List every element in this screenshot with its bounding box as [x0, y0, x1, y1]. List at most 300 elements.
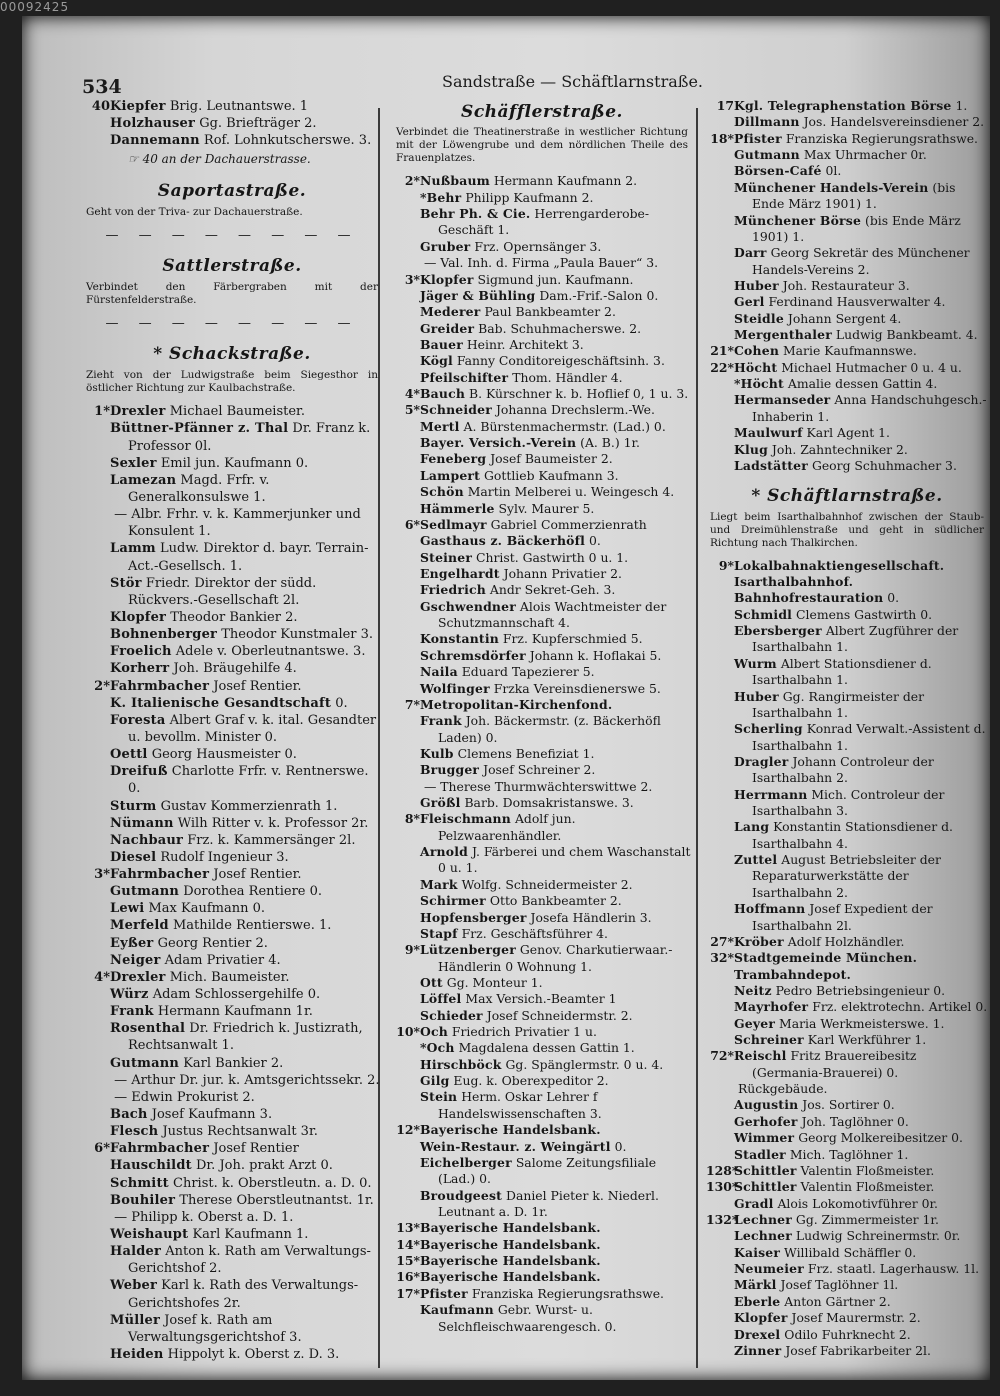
directory-entry	[706, 458, 988, 474]
directory-entry	[82, 1346, 382, 1363]
dash-separator: — — — — — — — —	[105, 227, 359, 243]
resident-details: Marie Kaufmannswe.	[782, 343, 917, 359]
directory-entry	[706, 1097, 988, 1113]
street-description: Liegt beim Isarthalbahnhof zwischen der Staub- und Dreimühlenstraße und geht in südlicher Richtung nach Thalkirchen.	[710, 510, 984, 549]
resident-name: Müller	[110, 1312, 161, 1328]
resident-name: Ebersberger	[734, 623, 822, 639]
resident-name: Nachbaur	[110, 832, 184, 848]
directory-entry	[82, 969, 382, 986]
directory-entry	[706, 1147, 988, 1163]
house-number: 7*	[404, 696, 420, 712]
house-number: 9*	[718, 557, 734, 573]
directory-entry	[706, 425, 988, 441]
resident-name: Sturm	[110, 798, 157, 814]
directory-entry	[706, 213, 988, 246]
resident-details: Heinr. Architekt 3.	[466, 336, 584, 352]
column-left	[82, 98, 382, 1363]
resident-details: Karl k. Rath des Verwaltungs-Gerichtshofes 2r.	[128, 1278, 359, 1311]
directory-entry	[82, 712, 382, 746]
resident-details: Friedr. Direktor der südd. Rückvers.-Gesellschaft 2l.	[128, 575, 317, 608]
directory-entry	[82, 1072, 382, 1089]
resident-name: Friedrich	[420, 582, 486, 598]
resident-details: Otto Bankbeamter 2.	[489, 893, 622, 909]
resident-name: Märkl	[734, 1277, 777, 1293]
house-number: 132*	[706, 1212, 739, 1227]
resident-details: Georg Schuhmacher 3.	[811, 457, 957, 473]
resident-details: Georg Hausmeister 0.	[151, 747, 297, 763]
resident-name: Gerl	[734, 294, 765, 310]
resident-name: Gutmann	[110, 884, 180, 900]
address-note: ☞ 40 an der Dachauerstrasse.	[128, 152, 311, 167]
directory-entry	[392, 419, 692, 435]
directory-entry	[392, 321, 692, 337]
resident-name: Kögl	[420, 353, 453, 369]
directory-entry	[392, 811, 692, 844]
directory-entry	[392, 533, 692, 549]
resident-name: Bauch	[420, 386, 466, 402]
resident-name: Reischl	[734, 1048, 787, 1064]
resident-name: Eichelberger	[420, 1154, 512, 1170]
resident-name: Stadtgemeinde München.	[734, 950, 918, 966]
resident-name: Herrmann	[734, 786, 808, 802]
resident-name: Kröber	[734, 933, 784, 949]
directory-entry	[82, 746, 382, 763]
resident-name: Hermanseder	[734, 392, 831, 408]
resident-details: Joh. Taglöhner 0.	[801, 1113, 909, 1129]
resident-details: 0.	[589, 533, 601, 549]
directory-entry	[706, 131, 988, 147]
resident-name: Neiger	[110, 952, 161, 968]
resident-name: Sexler	[110, 455, 157, 471]
resident-details: Karl Bankier 2.	[183, 1055, 284, 1071]
directory-entry	[706, 967, 988, 983]
resident-name: Huber	[734, 688, 779, 704]
resident-details: Philipp Kaufmann 2.	[465, 189, 594, 205]
directory-entry	[392, 272, 692, 288]
resident-details: Gottlieb Kaufmann 3.	[484, 467, 619, 483]
resident-name: Pfister	[420, 1285, 468, 1301]
house-number: 10*	[396, 1024, 420, 1040]
resident-details: Johann k. Hoflakai 5.	[529, 647, 662, 663]
resident-name: Lewi	[110, 901, 145, 917]
house-number: 5*	[404, 402, 420, 418]
resident-name: Holzhauser	[110, 116, 196, 132]
resident-name: Stapf	[420, 925, 458, 941]
resident-name: Lamm	[110, 541, 156, 557]
resident-name: Kaufmann	[420, 1302, 494, 1318]
house-number: 3*	[94, 867, 110, 883]
schaeffler-entries	[392, 173, 692, 1335]
directory-entry	[82, 643, 382, 660]
house-number: 22*	[710, 359, 734, 375]
directory-entry	[392, 762, 692, 778]
resident-name: Zinner	[734, 1342, 782, 1358]
resident-name: Hauschildt	[110, 1158, 192, 1174]
resident-name: Dannemann	[110, 133, 200, 149]
directory-entry	[392, 484, 692, 500]
resident-name: Eberle	[734, 1293, 781, 1309]
directory-entry	[706, 852, 988, 901]
resident-details: Josef Rentier	[213, 1141, 299, 1157]
schaeffler-continued	[706, 98, 988, 474]
resident-details: Willibald Schäffler 0.	[784, 1244, 917, 1260]
directory-entry	[392, 255, 692, 271]
resident-details: Amalie dessen Gattin 4.	[787, 376, 938, 392]
dash-separator: — — — — — — — —	[105, 315, 359, 331]
resident-name: Froelich	[110, 644, 172, 660]
resident-name: Lampert	[420, 467, 481, 483]
directory-entry	[392, 386, 692, 402]
resident-details: Anton Gärtner 2.	[784, 1293, 891, 1309]
resident-details: Rückgebäude.	[737, 1081, 828, 1097]
house-number: 72*	[710, 1048, 734, 1064]
directory-entry	[82, 1312, 382, 1346]
resident-details: Christ. k. Oberstleutn. a. D. 0.	[173, 1175, 372, 1191]
resident-name: Wurm	[734, 655, 777, 671]
resident-details: Georg Sekretär des Münchener Handels-Vereins 2.	[752, 245, 970, 277]
directory-entry	[392, 926, 692, 942]
directory-entry	[706, 1261, 988, 1277]
resident-name: Höcht	[734, 359, 778, 375]
resident-details: Ferdinand Hausverwalter 4.	[768, 294, 946, 310]
resident-details: Gebr. Wurst- u. Selchfleischwaarengesch. 0.	[438, 1302, 617, 1334]
resident-details: Thom. Händler 4.	[512, 369, 623, 385]
house-number: 12*	[396, 1122, 420, 1138]
directory-entry	[392, 1269, 692, 1285]
resident-name: Stör	[110, 575, 142, 591]
resident-details: Adam Schlossergehilfe 0.	[152, 987, 321, 1003]
resident-details: Frz. k. Kammersänger 2l.	[187, 832, 356, 848]
house-number: 27*	[710, 933, 734, 949]
resident-name: Schmidl	[734, 606, 793, 622]
resident-name: Zuttel	[734, 852, 778, 868]
directory-entry	[706, 1130, 988, 1146]
directory-entry	[82, 849, 382, 866]
directory-entry	[82, 883, 382, 900]
resident-details: Josef Kaufmann 3.	[151, 1107, 273, 1123]
resident-name: Mark	[420, 876, 458, 892]
resident-details: — Therese Thurmwächterswittwe 2.	[423, 778, 653, 794]
resident-name: Pfister	[734, 130, 782, 146]
resident-name: Drexel	[734, 1326, 781, 1342]
resident-details: Georg Rentier 2.	[157, 935, 268, 951]
directory-entry	[392, 1286, 692, 1302]
directory-entry	[706, 114, 988, 130]
resident-details: Magd. Frfr. v. Generalkonsulswe 1.	[128, 472, 270, 505]
house-number: 4*	[94, 969, 110, 985]
resident-details: Joh. Restaurateur 3.	[782, 277, 910, 293]
resident-name: Klopfer	[734, 1310, 788, 1326]
directory-entry	[706, 1277, 988, 1293]
resident-details: Johann Sergent 4.	[787, 310, 902, 326]
resident-details: Josef k. Rath am Verwaltungsgerichtshof 3.	[128, 1312, 302, 1345]
directory-entry	[706, 1032, 988, 1048]
resident-details: Adele v. Oberleutnantswe. 3.	[175, 644, 366, 660]
directory-entry	[82, 132, 382, 149]
resident-details: Frz. Geschäftsführer 4.	[461, 925, 608, 941]
street-description: Zieht von der Ludwigstraße beim Siegesthor in östlicher Richtung zur Kaulbachstraße.	[86, 369, 378, 395]
resident-name: Hirschböck	[420, 1056, 502, 1072]
directory-entry	[392, 435, 692, 451]
resident-name: Gutmann	[110, 1055, 180, 1071]
resident-name: Nümann	[110, 815, 174, 831]
page-number: 534	[82, 76, 122, 98]
house-number: 2*	[94, 678, 110, 694]
resident-details: Justus Rechtsanwalt 3r.	[162, 1124, 318, 1140]
resident-name: Metropolitan-Kirchenfond.	[420, 696, 613, 712]
resident-details: Hermann Kaufmann 2.	[493, 173, 638, 189]
resident-name: Jäger & Bühling	[420, 287, 536, 303]
column-divider	[696, 108, 698, 1368]
directory-entry	[392, 173, 692, 189]
resident-details: Johann Privatier 2.	[503, 565, 622, 581]
resident-name: Lang	[734, 819, 770, 835]
directory-entry	[706, 360, 988, 376]
resident-details: Frz. elektrotechn. Artikel 0.	[812, 999, 988, 1015]
resident-name: Greider	[420, 320, 475, 336]
resident-details: Max Versich.-Beamter 1	[465, 991, 617, 1007]
directory-entry	[706, 442, 988, 458]
directory-entry	[82, 935, 382, 952]
resident-name: Drexler	[110, 969, 166, 985]
resident-details: Franziska Regierungsrathswe.	[785, 130, 978, 146]
directory-entry	[392, 942, 692, 975]
resident-name: Oettl	[110, 747, 148, 763]
resident-name: *Behr	[420, 189, 462, 205]
house-number: 4*	[404, 386, 420, 402]
directory-entry	[392, 746, 692, 762]
directory-entry	[82, 1243, 382, 1277]
directory-entry	[706, 607, 988, 623]
directory-entry	[706, 294, 988, 310]
resident-details: Andr Sekret-Geh. 3.	[489, 582, 616, 598]
resident-name: Klopfer	[420, 271, 474, 287]
directory-entry	[392, 1302, 692, 1335]
directory-entry	[706, 1294, 988, 1310]
schaeftlarn-entries	[706, 558, 988, 1360]
directory-entry	[82, 815, 382, 832]
schack-entries	[82, 403, 382, 1363]
directory-entry	[392, 517, 692, 533]
resident-details: Herrengarderobe-Geschäft 1.	[438, 206, 650, 238]
directory-entry	[706, 278, 988, 294]
directory-entry	[82, 1140, 382, 1157]
resident-name: Schieder	[420, 1007, 483, 1023]
resident-details: Brig. Leutnantswe. 1	[169, 99, 309, 114]
resident-name: Heiden	[110, 1347, 164, 1362]
directory-entry	[392, 1122, 692, 1138]
resident-name: Lamezan	[110, 472, 177, 488]
resident-details: Karl Agent 1.	[806, 425, 890, 441]
house-number: 6*	[94, 1141, 110, 1157]
resident-name: Arnold	[420, 844, 468, 860]
resident-details: Gg. Rangirmeister der Isarthalbahn 1.	[752, 688, 925, 720]
directory-entry	[706, 1245, 988, 1261]
street-heading-sattler: Sattlerstraße.	[162, 255, 302, 276]
resident-details: Maria Werkmeisterswe. 1.	[779, 1015, 945, 1031]
directory-entry	[392, 1024, 692, 1040]
resident-details: Charlotte Frfr. v. Rentnerswe. 0.	[128, 764, 369, 797]
directory-entry	[706, 1343, 988, 1359]
directory-entry	[706, 1228, 988, 1244]
resident-details: — Albr. Frhr. v. k. Kammerjunker und Konsulent 1.	[114, 507, 361, 540]
street-heading-saporta: Saportastraße.	[157, 180, 307, 201]
resident-details: Frz. Kupferschmied 5.	[502, 631, 643, 647]
resident-name: Scherling	[734, 721, 803, 737]
resident-details: Johann Controleur der Isarthalbahn 2.	[752, 753, 934, 786]
resident-details: Josef Schneidermstr. 2.	[486, 1007, 633, 1023]
house-number: 17	[716, 98, 734, 113]
resident-name: Weber	[110, 1278, 158, 1294]
directory-entry	[706, 392, 988, 425]
house-number: 16*	[396, 1269, 420, 1285]
directory-entry	[392, 713, 692, 746]
street-heading-schaeftlarn: * Schäftlarnstraße.	[751, 486, 943, 507]
resident-details: Georg Molkereibesitzer 0.	[798, 1130, 963, 1146]
directory-entry	[392, 550, 692, 566]
resident-name: Neitz	[734, 982, 772, 998]
resident-details: Valentin Floßmeister.	[800, 1179, 935, 1195]
directory-entry	[706, 327, 988, 343]
directory-entry	[392, 1008, 692, 1024]
resident-details: Wilh Ritter v. k. Professor 2r.	[177, 815, 369, 831]
resident-name: Schneider	[420, 402, 492, 418]
directory-entry	[82, 1020, 382, 1054]
directory-entry	[392, 1073, 692, 1089]
directory-entry	[392, 599, 692, 632]
resident-name: Nußbaum	[420, 173, 490, 189]
resident-name: Augustin	[734, 1097, 799, 1113]
directory-entry	[82, 866, 382, 883]
directory-entry	[706, 999, 988, 1015]
house-number: 3*	[404, 271, 420, 287]
directory-entry	[392, 1040, 692, 1056]
resident-details: Konrad Verwalt.-Assistent d. Isarthalbahn 1.	[752, 721, 986, 753]
directory-entry	[392, 1237, 692, 1253]
directory-entry	[392, 877, 692, 893]
directory-entry	[82, 1089, 382, 1106]
directory-entry	[706, 656, 988, 689]
resident-details: Josef Taglöhner 1l.	[780, 1277, 899, 1293]
resident-name: *Höcht	[734, 376, 784, 392]
directory-entry	[82, 575, 382, 609]
directory-entry	[82, 626, 382, 643]
resident-name: Schön	[420, 484, 464, 500]
directory-entry	[392, 1139, 692, 1155]
directory-entry	[706, 1114, 988, 1130]
resident-name: Huber	[734, 277, 779, 293]
resident-name: Cohen	[734, 343, 780, 359]
directory-entry	[706, 245, 988, 278]
resident-details: (bis Ende März 1901) 1.	[752, 212, 961, 244]
directory-entry	[82, 1277, 382, 1311]
resident-details: Martin Melberei u. Weingesch 4.	[467, 484, 675, 500]
directory-entry	[392, 975, 692, 991]
resident-name: Gschwendner	[420, 598, 516, 614]
resident-details: Josef Baumeister 2.	[490, 451, 613, 467]
directory-entry	[392, 501, 692, 517]
resident-name: Engelhardt	[420, 565, 500, 581]
directory-entry	[392, 1057, 692, 1073]
house-number: 21*	[710, 343, 734, 359]
resident-details: A. Bürstenmachermstr. (Lad.) 0.	[463, 418, 666, 434]
resident-name: Klopfer	[110, 609, 167, 625]
resident-details: Therese Oberstleutnantst. 1r.	[179, 1192, 374, 1208]
resident-name: Stein	[420, 1089, 458, 1105]
resident-name: Schmitt	[110, 1175, 169, 1191]
directory-entry	[392, 681, 692, 697]
directory-entry	[392, 1188, 692, 1221]
resident-details: J. Färberei und chem Waschanstalt 0 u. 1.	[438, 844, 691, 876]
resident-details: Gabriel Commerzienrath	[490, 516, 647, 532]
resident-details: Adam Privatier 4.	[164, 952, 281, 968]
directory-entry	[706, 590, 988, 606]
resident-name: Schittler	[734, 1162, 797, 1178]
resident-details: Anton k. Rath am Verwaltungs-Gerichtshof 2.	[128, 1244, 371, 1277]
resident-name: Bayer. Versich.-Verein	[420, 435, 577, 451]
directory-entry	[392, 779, 692, 795]
resident-name: Wein-Restaur. z. Weingärtl	[420, 1138, 611, 1154]
directory-entry	[706, 558, 988, 574]
resident-name: Ott	[420, 974, 443, 990]
resident-details: Mathilde Rentierswe. 1.	[172, 918, 332, 934]
resident-name: Lechner	[734, 1228, 792, 1244]
directory-entry	[82, 660, 382, 677]
resident-name: Schirmer	[420, 893, 486, 909]
resident-name: Naila	[420, 664, 458, 680]
directory-entry	[706, 1212, 988, 1228]
resident-details: Rudolf Ingenieur 3.	[160, 849, 289, 865]
resident-name: Behr Ph. & Cie.	[420, 206, 531, 222]
directory-entry	[82, 609, 382, 626]
resident-name: Eyßer	[110, 935, 154, 951]
resident-name: Gasthaus z. Bäckerhöfl	[420, 533, 586, 549]
resident-details: 0.	[887, 590, 900, 606]
resident-details: Karl Kaufmann 1.	[192, 1227, 309, 1243]
directory-entry	[82, 1226, 382, 1243]
directory-entry	[392, 844, 692, 877]
resident-name: Kulb	[420, 745, 454, 761]
resident-details: 1.	[955, 98, 968, 113]
resident-details: Barb. Domsakristanswe. 3.	[464, 795, 634, 811]
resident-name: Münchener Börse	[734, 212, 862, 228]
resident-details: Johanna Drechslerm.-We.	[495, 402, 655, 418]
house-number: 6*	[404, 516, 420, 532]
directory-entry	[392, 1089, 692, 1122]
resident-details: (A. B.) 1r.	[580, 435, 640, 451]
resident-details: Gg. Spänglermstr. 0 u. 4.	[505, 1056, 664, 1072]
resident-details: Clemens Benefiziat 1.	[457, 745, 595, 761]
resident-name: Drexler	[110, 404, 166, 420]
resident-details: Gg. Zimmermeister 1r.	[795, 1212, 939, 1227]
resident-name: Rosenthal	[110, 1021, 186, 1037]
house-number: 17*	[396, 1285, 420, 1301]
resident-details: Sylv. Maurer 5.	[498, 500, 595, 516]
directory-entry	[706, 1016, 988, 1032]
resident-details: Josef Schreiner 2.	[483, 762, 596, 778]
resident-details: Fanny Conditoreigeschäftsinh. 3.	[456, 353, 665, 369]
resident-name: Ladstätter	[734, 457, 808, 473]
resident-details: Jos. Handelsvereinsdiener 2.	[803, 114, 985, 130]
resident-name: Münchener Handels-Verein	[734, 179, 929, 195]
directory-entry	[392, 451, 692, 467]
directory-entry	[706, 98, 988, 114]
directory-entry	[82, 917, 382, 934]
house-number: 14*	[396, 1236, 420, 1252]
directory-entry	[392, 370, 692, 386]
resident-name: Kiepfer	[110, 99, 166, 114]
directory-entry	[706, 1179, 988, 1195]
